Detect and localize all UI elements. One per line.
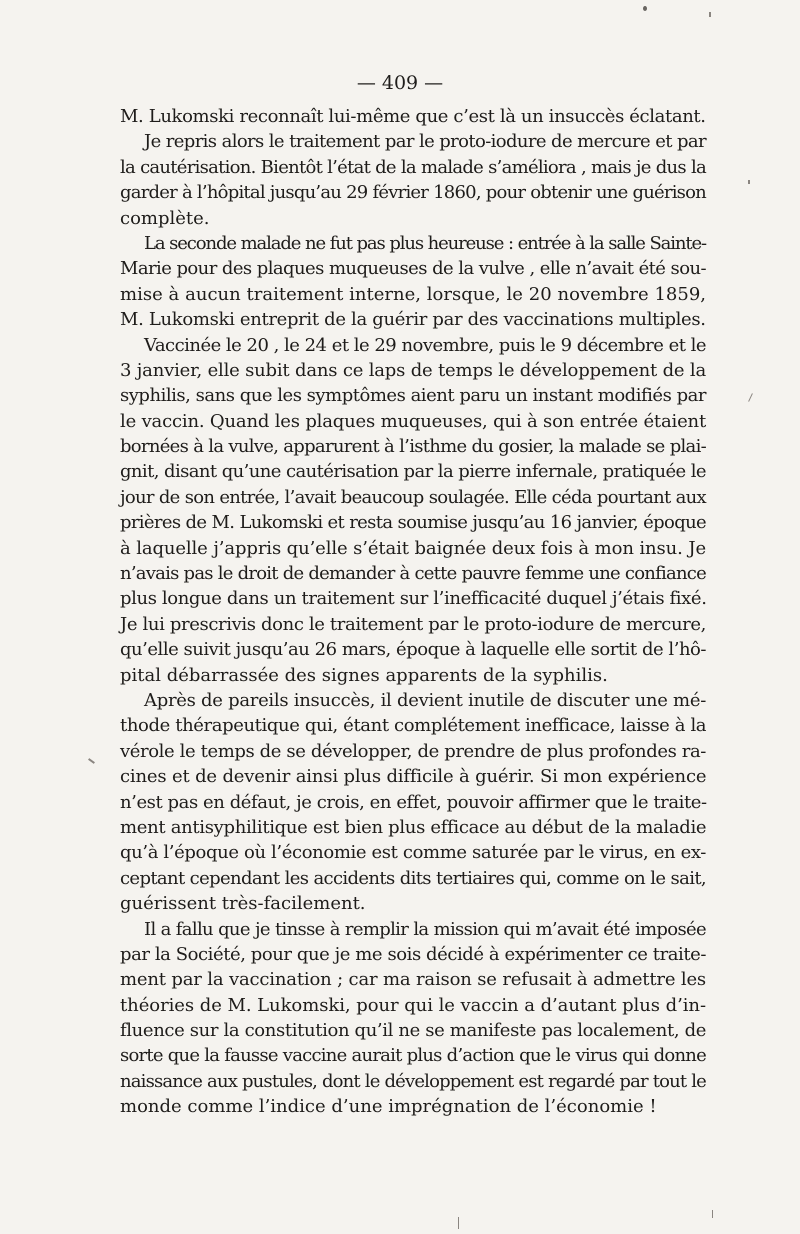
text-line: garder à l’hôpital jusqu’au 29 février 1860, pour obtenir une guérison [120, 182, 706, 204]
text-line: ceptant cependant les accidents dits tertiaires qui, comme on le sait, [120, 867, 706, 889]
text-line: gnit, disant qu’une cautérisation par la pierre infernale, pratiquée le [120, 461, 706, 483]
ink-speck [643, 6, 647, 11]
margin-mark [88, 758, 95, 764]
text-line: théories de M. Lukomski, pour qui le vaccin a d’autant plus d’in- [120, 994, 706, 1016]
page-number-header: — 409 — [356, 72, 444, 94]
text-line: naissance aux pustules, dont le développement est regardé par tout le [120, 1070, 706, 1092]
text-line: monde comme l’indice d’une imprégnation de l’économie ! [120, 1096, 657, 1118]
text-line: n’est pas en défaut, je crois, en effet, pouvoir affirmer que le traite- [120, 791, 707, 813]
margin-mark [712, 1210, 713, 1218]
text-line: n’avais pas le droit de demander à cette pauvre femme une confiance [120, 563, 706, 585]
text-line: M. Lukomski entreprit de la guérir par des vaccinations multiples. [120, 309, 706, 331]
margin-mark [748, 393, 753, 402]
text-line: Après de pareils insuccès, il devient inutile de discuter une mé- [144, 689, 706, 711]
paragraph [120, 104, 706, 129]
text-line: sorte que la fausse vaccine aurait plus d’action que le virus qui donne [120, 1045, 706, 1067]
text-line: jour de son entrée, l’avait beaucoup soulagée. Elle céda pourtant aux [120, 486, 706, 508]
text-line: Je repris alors le traitement par le proto-iodure de mercure et par [144, 131, 706, 153]
text-line: fluence sur la constitution qu’il ne se manifeste pas localement, de [120, 1020, 707, 1042]
paragraph [120, 917, 706, 1120]
text-line: qu’à l’époque où l’économie est comme saturée par le virus, en ex- [120, 842, 706, 864]
margin-mark [748, 180, 750, 184]
text-line: 3 janvier, elle subit dans ce laps de temps le développement de la [120, 359, 706, 381]
text-line: guérissent très-facilement. [120, 893, 366, 915]
text-line: pital débarrassée des signes apparents de la syphilis. [120, 664, 608, 686]
text-line: prières de M. Lukomski et resta soumise jusqu’au 16 janvier, époque [120, 512, 706, 534]
text-line: Je lui prescrivis donc le traitement par le proto-iodure de mercure, [120, 613, 706, 635]
paragraph [120, 129, 706, 231]
paragraph [120, 688, 706, 917]
body-text [120, 104, 706, 1120]
text-line: mise à aucun traitement interne, lorsque, le 20 novembre 1859, [120, 283, 706, 305]
text-line: thode thérapeutique qui, étant complétement inefficace, laisse à la [120, 715, 707, 737]
text-line: Vaccinée le 20 , le 24 et le 29 novembre, puis le 9 décembre et le [144, 334, 706, 356]
paragraph [120, 231, 706, 333]
text-line: Il a fallu que je tinsse à remplir la mission qui m’avait été imposée [144, 918, 706, 940]
text-line: plus longue dans un traitement sur l’inefficacité duquel j’étais fixé. [120, 588, 707, 610]
text-line: complète. [120, 207, 210, 229]
paragraph [120, 333, 706, 688]
text-line: cines et de devenir ainsi plus difficile à guérir. Si mon expérience [120, 766, 707, 788]
text-line: ment antisyphilitique est bien plus efficace au début de la maladie [120, 816, 707, 838]
text-line: ment par la vaccination ; car ma raison se refusait à admettre les [120, 969, 706, 991]
text-line: bornées à la vulve, apparurent à l’isthme du gosier, la malade se plai- [120, 436, 706, 458]
text-line: par la Société, pour que je me sois décidé à expérimenter ce traite- [120, 943, 706, 965]
margin-mark [709, 12, 711, 17]
text-line: Marie pour des plaques muqueuses de la vulve , elle n’avait été sou- [120, 258, 706, 280]
text-line: syphilis, sans que les symptômes aient paru un instant modifiés par [120, 385, 706, 407]
text-line: qu’elle suivit jusqu’au 26 mars, époque à laquelle elle sortit de l’hô- [120, 639, 706, 661]
margin-mark [458, 1217, 459, 1229]
text-line: La seconde malade ne fut pas plus heureuse : entrée à la salle Sainte- [144, 232, 706, 254]
text-line: à laquelle j’appris qu’elle s’était baignée deux fois à mon insu. Je [120, 537, 706, 559]
text-line: M. Lukomski reconnaît lui-même que c’est là un insuccès éclatant. [120, 106, 706, 127]
text-line: la cautérisation. Bientôt l’état de la malade s’améliora , mais je dus la [120, 156, 706, 178]
text-line: le vaccin. Quand les plaques muqueuses, qui à son entrée étaient [120, 410, 706, 432]
text-line: vérole le temps de se développer, de prendre de plus profondes ra- [120, 740, 706, 762]
